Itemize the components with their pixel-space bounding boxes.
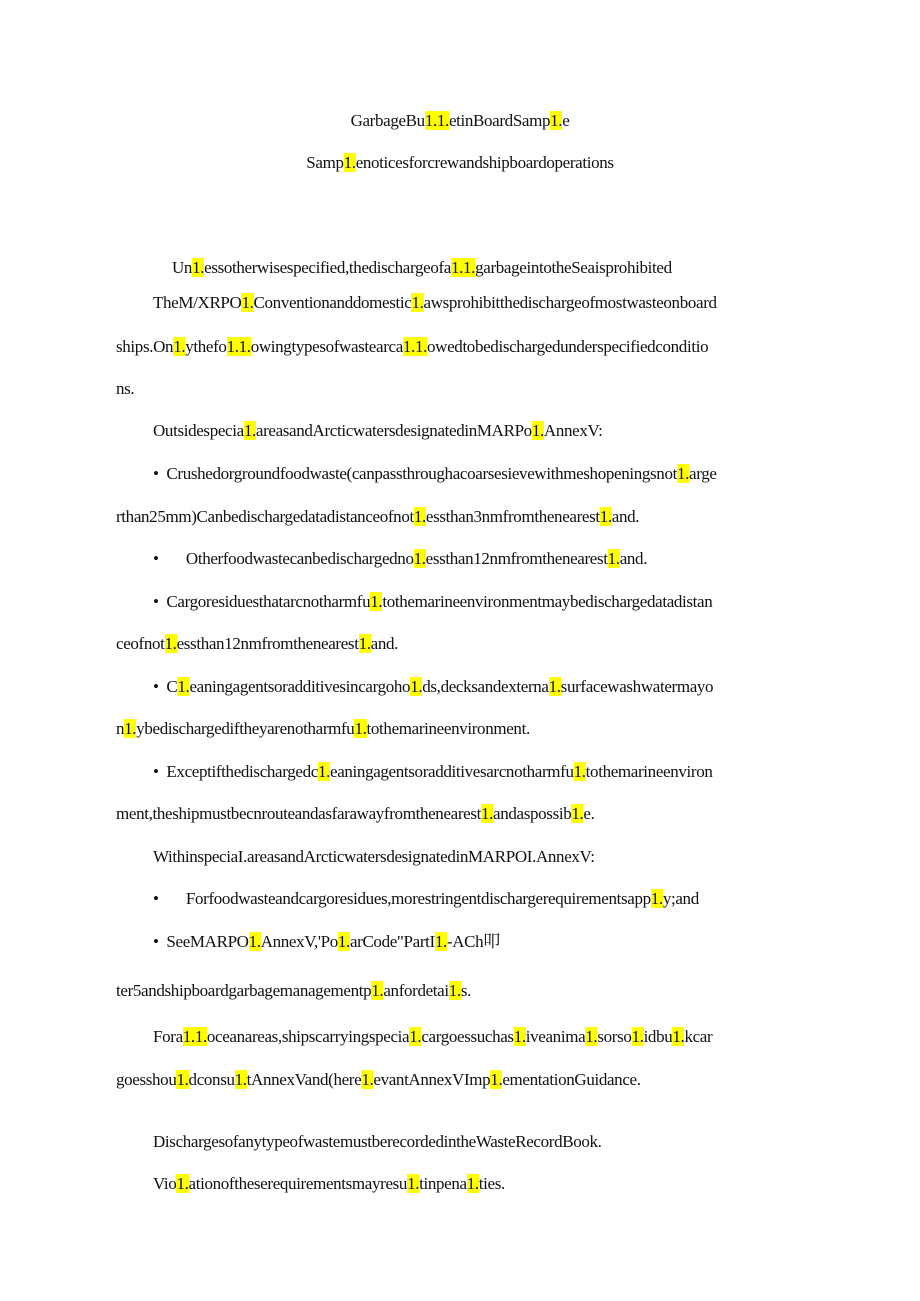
highlighted-text: 1.1. <box>402 337 428 356</box>
highlighted-text: 1. <box>607 549 620 568</box>
text-run: owingtypesofwastearca <box>250 337 403 356</box>
text-run: ythefo <box>185 337 227 356</box>
text-run: and. <box>370 634 399 653</box>
text-run: Un <box>172 258 193 277</box>
highlighted-text: 1. <box>407 1174 420 1193</box>
highlighted-text: 1. <box>548 677 561 696</box>
document-subtitle <box>0 153 920 173</box>
text-run: AnnexV: <box>543 421 603 440</box>
text-run: oceanareas,shipscarryingspecia <box>206 1027 410 1046</box>
highlighted-text: 1. <box>241 293 254 312</box>
highlighted-text: 1. <box>243 421 256 440</box>
highlighted-text: 1. <box>192 258 205 277</box>
highlighted-text: 1. <box>248 932 261 951</box>
text-run: tAnnexVand(here <box>246 1070 362 1089</box>
penalties-line <box>153 1174 505 1194</box>
highlighted-text: 1. <box>413 507 426 526</box>
highlighted-text: 1. <box>573 762 586 781</box>
highlighted-text: 1. <box>650 889 663 908</box>
text-run: tinpena <box>419 1174 467 1193</box>
paragraph-2-line-2 <box>116 1070 641 1090</box>
text-run: • Otherfoodwastecanbedischargedno <box>153 549 414 568</box>
highlighted-text: 1. <box>676 464 690 483</box>
highlighted-text: 1. <box>448 981 461 1000</box>
text-run: etinBoardSamp <box>448 111 551 130</box>
text-run: iveanima <box>525 1027 586 1046</box>
highlighted-text: 1. <box>513 1027 526 1046</box>
text-run: AnnexV,'Po <box>260 932 338 951</box>
highlighted-text: 1. <box>409 1027 422 1046</box>
text-run: • SeeMARPO <box>153 932 249 951</box>
highlighted-text: 1.1. <box>424 111 449 130</box>
highlighted-text: 1. <box>411 293 424 312</box>
text-run: ementationGuidance. <box>502 1070 641 1089</box>
text-run: surfacewashwatermayo <box>560 677 714 696</box>
highlighted-text: 1. <box>358 634 371 653</box>
highlighted-text: 1. <box>124 719 137 738</box>
text-run: ationoftheserequirementsmayresu <box>188 1174 408 1193</box>
text-run: tothemarineenvironment. <box>366 719 530 738</box>
paragraph-1-line-3 <box>116 379 134 399</box>
highlighted-text: 1. <box>410 677 423 696</box>
text-run: • C <box>153 677 178 696</box>
text-run: and. <box>611 507 640 526</box>
text-run: goesshou <box>116 1070 177 1089</box>
bullet-3-line-1 <box>153 592 712 612</box>
text-run: and. <box>619 549 648 568</box>
bullet-3-line-2 <box>116 634 398 654</box>
text-run: garbageintotheSeaisprohibited <box>475 258 672 277</box>
highlighted-text: 1. <box>672 1027 685 1046</box>
text-run: Fora <box>153 1027 183 1046</box>
text-run: evantAnnexVImp <box>373 1070 491 1089</box>
highlighted-text: 1. <box>164 634 177 653</box>
text-run: Conventionanddomestic <box>253 293 412 312</box>
text-run: arge <box>689 464 717 483</box>
highlighted-text: 1. <box>371 981 384 1000</box>
highlighted-text: 1. <box>337 932 350 951</box>
bullet-2 <box>153 549 647 569</box>
text-run: ment,theshipmustbecnrouteandasfarawayfromthenearest <box>116 804 481 823</box>
text-run: owedtobedischargedunderspecifiedconditio <box>427 337 709 356</box>
highlighted-text: 1. <box>343 153 356 172</box>
document-title <box>0 111 920 131</box>
bullet-7-line-2 <box>116 981 471 1001</box>
text-run: • Forfoodwasteandcargoresidues,morestringentdischargerequirementsapp <box>153 889 651 908</box>
text-run: sorso <box>597 1027 632 1046</box>
text-run: enoticesforcrewandshipboardoperations <box>355 153 614 172</box>
text-run: ybedischargediftheyarenotharmfu <box>136 719 355 738</box>
text-run: y;and <box>662 889 699 908</box>
text-run: awsprohibitthedischargeofmostwasteonboard <box>423 293 717 312</box>
highlighted-text: 1. <box>361 1070 374 1089</box>
intro-heading <box>172 258 672 278</box>
highlighted-text: 1. <box>531 421 544 440</box>
text-run: ceofnot <box>116 634 165 653</box>
record-book-line <box>153 1132 602 1152</box>
text-run: essthan3nmfromthenearest <box>425 507 600 526</box>
text-run: e. <box>583 804 595 823</box>
text-run: areasandArcticwatersdesignatedinMARPo <box>255 421 532 440</box>
highlighted-text: 1. <box>434 932 447 951</box>
highlighted-text: 1. <box>176 1174 189 1193</box>
bullet-1-line-1 <box>153 464 717 484</box>
highlighted-text: 1. <box>599 507 612 526</box>
outside-areas-heading <box>153 421 603 441</box>
text-run: tothemarineenviron <box>585 762 713 781</box>
text-run: Vio <box>153 1174 177 1193</box>
text-run: eaningagentsoradditivesincargoho <box>189 677 411 696</box>
text-run: ns. <box>116 379 135 398</box>
paragraph-2-line-1 <box>153 1027 712 1047</box>
paragraph-1-line-2 <box>116 337 708 357</box>
text-run: rthan25mm)Canbedischargedatadistanceofnot <box>116 507 414 526</box>
within-areas-heading <box>153 847 595 867</box>
highlighted-text: 1. <box>631 1027 644 1046</box>
text-run: s. <box>460 981 471 1000</box>
highlighted-text: 1. <box>413 549 426 568</box>
text-run: • Exceptifthedischargedc <box>153 762 318 781</box>
text-run: Outsidespecia <box>153 421 244 440</box>
bullet-4-line-1 <box>153 677 713 697</box>
text-run: dconsu <box>188 1070 235 1089</box>
text-run: ties. <box>478 1174 505 1193</box>
text-run: ships.On <box>116 337 174 356</box>
text-run: idbu <box>643 1027 673 1046</box>
highlighted-text: 1. <box>585 1027 598 1046</box>
text-run: -ACh叩 <box>446 932 500 951</box>
text-run: tothemarineenvironmentmaybedischargedatadistan <box>382 592 713 611</box>
highlighted-text: 1. <box>177 677 190 696</box>
text-run: TheM/XRPO <box>153 293 242 312</box>
bullet-5-line-2 <box>116 804 595 824</box>
paragraph-1-line-1 <box>153 293 717 313</box>
text-run: arCode"PartI <box>349 932 435 951</box>
highlighted-text: 1. <box>571 804 584 823</box>
highlighted-text: 1. <box>550 111 563 130</box>
text-run: • Cargoresiduesthatarcnotharmfu <box>153 592 371 611</box>
bullet-1-line-2 <box>116 507 639 527</box>
bullet-7-line-1 <box>153 932 500 952</box>
bullet-4-line-2 <box>116 719 530 739</box>
text-run: GarbageBu <box>350 111 425 130</box>
text-run: eaningagentsoradditivesarcnotharmfu <box>330 762 574 781</box>
text-run: ter5andshipboardgarbagemanagementp <box>116 981 372 1000</box>
highlighted-text: 1. <box>176 1070 189 1089</box>
text-run: essthan12nmfromthenearest <box>425 549 608 568</box>
highlighted-text: 1. <box>370 592 383 611</box>
highlighted-text: 1.1. <box>182 1027 207 1046</box>
highlighted-text: 1. <box>234 1070 247 1089</box>
text-run: essthan12nmfromthenearest <box>176 634 359 653</box>
text-run: n <box>116 719 125 738</box>
highlighted-text: 1. <box>317 762 330 781</box>
highlighted-text: 1.1. <box>450 258 476 277</box>
text-run: WithinspeciaI.areasandArcticwatersdesignatedinMARPOI.AnnexV: <box>153 847 595 866</box>
highlighted-text: 1. <box>466 1174 479 1193</box>
text-run: DischargesofanytypeofwastemustberecordedintheWasteRecordBook. <box>153 1132 602 1151</box>
text-run: Samp <box>306 153 344 172</box>
highlighted-text: 1. <box>490 1070 503 1089</box>
text-run: kcar <box>684 1027 713 1046</box>
text-run: andaspossib <box>493 804 572 823</box>
highlighted-text: 1. <box>480 804 494 823</box>
highlighted-text: 1. <box>173 337 186 356</box>
highlighted-text: 1. <box>354 719 367 738</box>
text-run: e <box>562 111 570 130</box>
bullet-6 <box>153 889 699 909</box>
text-run: ds,decksandexterna <box>422 677 549 696</box>
text-run: essotherwisespecified,thedischargeofa <box>204 258 451 277</box>
text-run: anfordetai <box>383 981 449 1000</box>
text-run: • Crushedorgroundfoodwaste(canpassthroughacoarsesievewithmeshopeningsnot <box>153 464 677 483</box>
highlighted-text: 1.1. <box>226 337 251 356</box>
bullet-5-line-1 <box>153 762 713 782</box>
text-run: cargoessuchas <box>421 1027 514 1046</box>
